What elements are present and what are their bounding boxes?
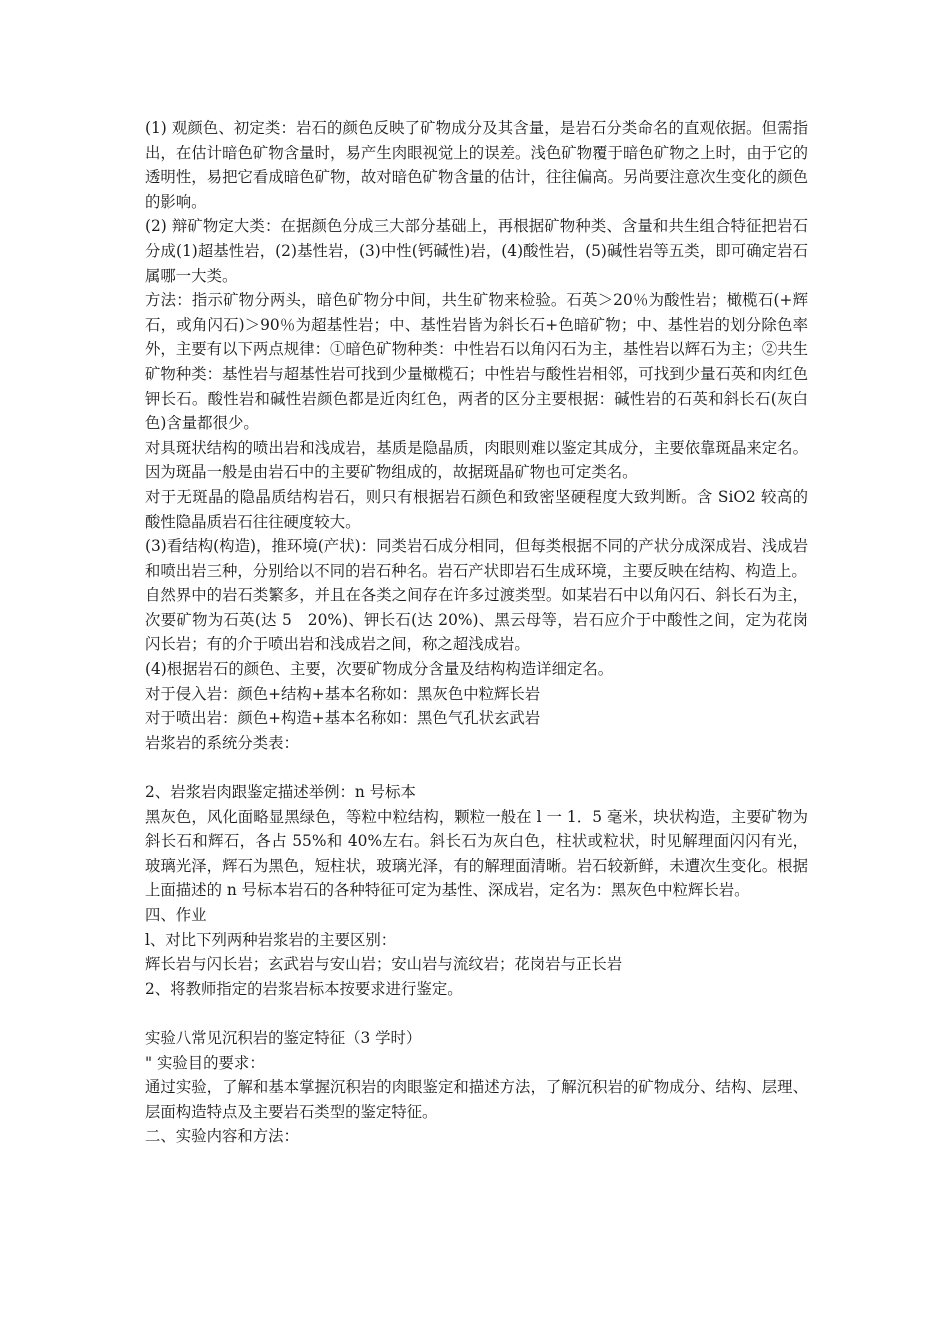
paragraph-aphanitic: 对于无斑晶的隐晶质结构岩石，则只有根据岩石颜色和致密坚硬程度大致判断。含 SiO2 较高的酸性隐晶质岩石往往硬度较大。 [145,487,808,531]
paragraph-classification-table: 岩浆岩的系统分类表： [145,733,299,752]
homework-item-1: l、对比下列两种岩浆岩的主要区别： [145,930,397,949]
paragraph-specimen-description: 黑灰色，风化面略显黑绿色，等粒中粒结构，颗粒一般在 l 一 1．5 毫米，块状构造，主要矿物为斜长石和辉石，各占 55%和 40%左右。斜长石为灰白色，柱状或粒状，时见解理面闪闪有光，玻璃光泽，辉石为黑色，短柱状，玻璃光泽，有的解理面清晰。岩石较新鲜，未遭次生变化。根据上面描述的 n 号标本岩石的各种特征可定为基性、深成岩，定名为：黑灰色中粒辉长岩。 [145,807,808,900]
paragraph-objectives: 通过实验，了解和基本掌握沉积岩的肉眼鉴定和描述方法，了解沉积岩的矿物成分、结构、层理、层面构造特点及主要岩石类型的鉴定特征。 [145,1078,808,1121]
paragraph-detailed-naming: (4)根据岩石的颜色、主要，次要矿物成分含量及结构构造详细定名。 [145,660,614,679]
blank-line [145,1001,808,1026]
document-body [145,116,808,1149]
heading-homework: 四、作业 [145,906,207,924]
heading-experiment-content: 二、实验内容和方法： [145,1127,299,1146]
heading-description-example: 2、岩浆岩肉跟鉴定描述举例：n 号标本 [145,783,416,802]
homework-item-2: 2、将教师指定的岩浆岩标本按要求进行鉴定。 [145,979,463,998]
paragraph-intrusive-naming: 对于侵入岩：颜色+结构+基本名称如：黑灰色中粒辉长岩 [145,684,541,703]
homework-item-1-pairs: 辉长岩与闪长岩；玄武岩与安山岩；安山岩与流纹岩；花岗岩与正长岩 [145,955,623,974]
blank-line [145,755,808,780]
paragraph-structure-environment: (3)看结构(构造)，推环境(产状)：同类岩石成分相同，但每类根据不同的产状分成深成岩、浅成岩和喷出岩三种，分别给以不同的岩石种名。岩石产状即岩石生成环境，主要反映在结构、构造上。 [145,537,808,580]
paragraph-identify-minerals: (2) 辩矿物定大类：在据颜色分成三大部分基础上，再根据矿物种类、含量和共生组合特征把岩石分成(1)超基性岩，(2)基性岩，(3)中性(钙碱性)岩，(4)酸性岩，(5)碱性岩等五类，即可确定岩石属哪一大类。 [145,217,808,285]
paragraph-observe-color: (1) 观颜色、初定类：岩石的颜色反映了矿物成分及其含量，是岩石分类命名的直观依据。但需指出，在估计暗色矿物含量时，易产生肉眼视觉上的误差。浅色矿物覆于暗色矿物之上时，由于它的透明性，易把它看成暗色矿物，故对暗色矿物含量的估计，往往偏高。另尚要注意次生变化的颜色的影响。 [145,119,808,211]
paragraph-transitional-types: 自然界中的岩石类繁多，并且在各类之间存在许多过渡类型。如某岩石中以角闪石、斜长石为主，次要矿物为石英(达 5 20%)、钾长石(达 20%)、黑云母等，岩石应介于中酸性之间，定为花岗闪长岩；有的介于喷出岩和浅成岩之间，称之超浅成岩。 [145,586,808,654]
heading-experiment-objectives: " 实验目的要求： [145,1053,265,1072]
paragraph-porphyritic: 对具斑状结构的喷出岩和浅成岩，基质是隐晶质，肉眼则难以鉴定其成分，主要依靠斑晶来定名。因为斑晶一般是由岩石中的主要矿物组成的，故据斑晶矿物也可定类名。 [145,438,808,482]
paragraph-method: 方法：指示矿物分两头，暗色矿物分中间，共生矿物来检验。石英＞20％为酸性岩；橄榄石(+辉石，或角闪石)＞90％为超基性岩；中、基性岩皆为斜长石+色暗矿物；中、基性岩的划分除色率外，主要有以下两点规律：①暗色矿物种类：中性岩石以角闪石为主，基性岩以辉石为主；②共生矿物种类：基性岩与超基性岩可找到少量橄榄石；中性岩与酸性岩相邻，可找到少量石英和肉红色钾长石。酸性岩和碱性岩颜色都是近肉红色，两者的区分主要根据：碱性岩的石英和斜长石(灰白色)含量都很少。 [145,291,808,433]
heading-experiment-8: 实验八常见沉积岩的鉴定特征（3 学时） [145,1028,422,1047]
paragraph-extrusive-naming: 对于喷出岩：颜色+构造+基本名称如：黑色气孔状玄武岩 [145,709,541,728]
